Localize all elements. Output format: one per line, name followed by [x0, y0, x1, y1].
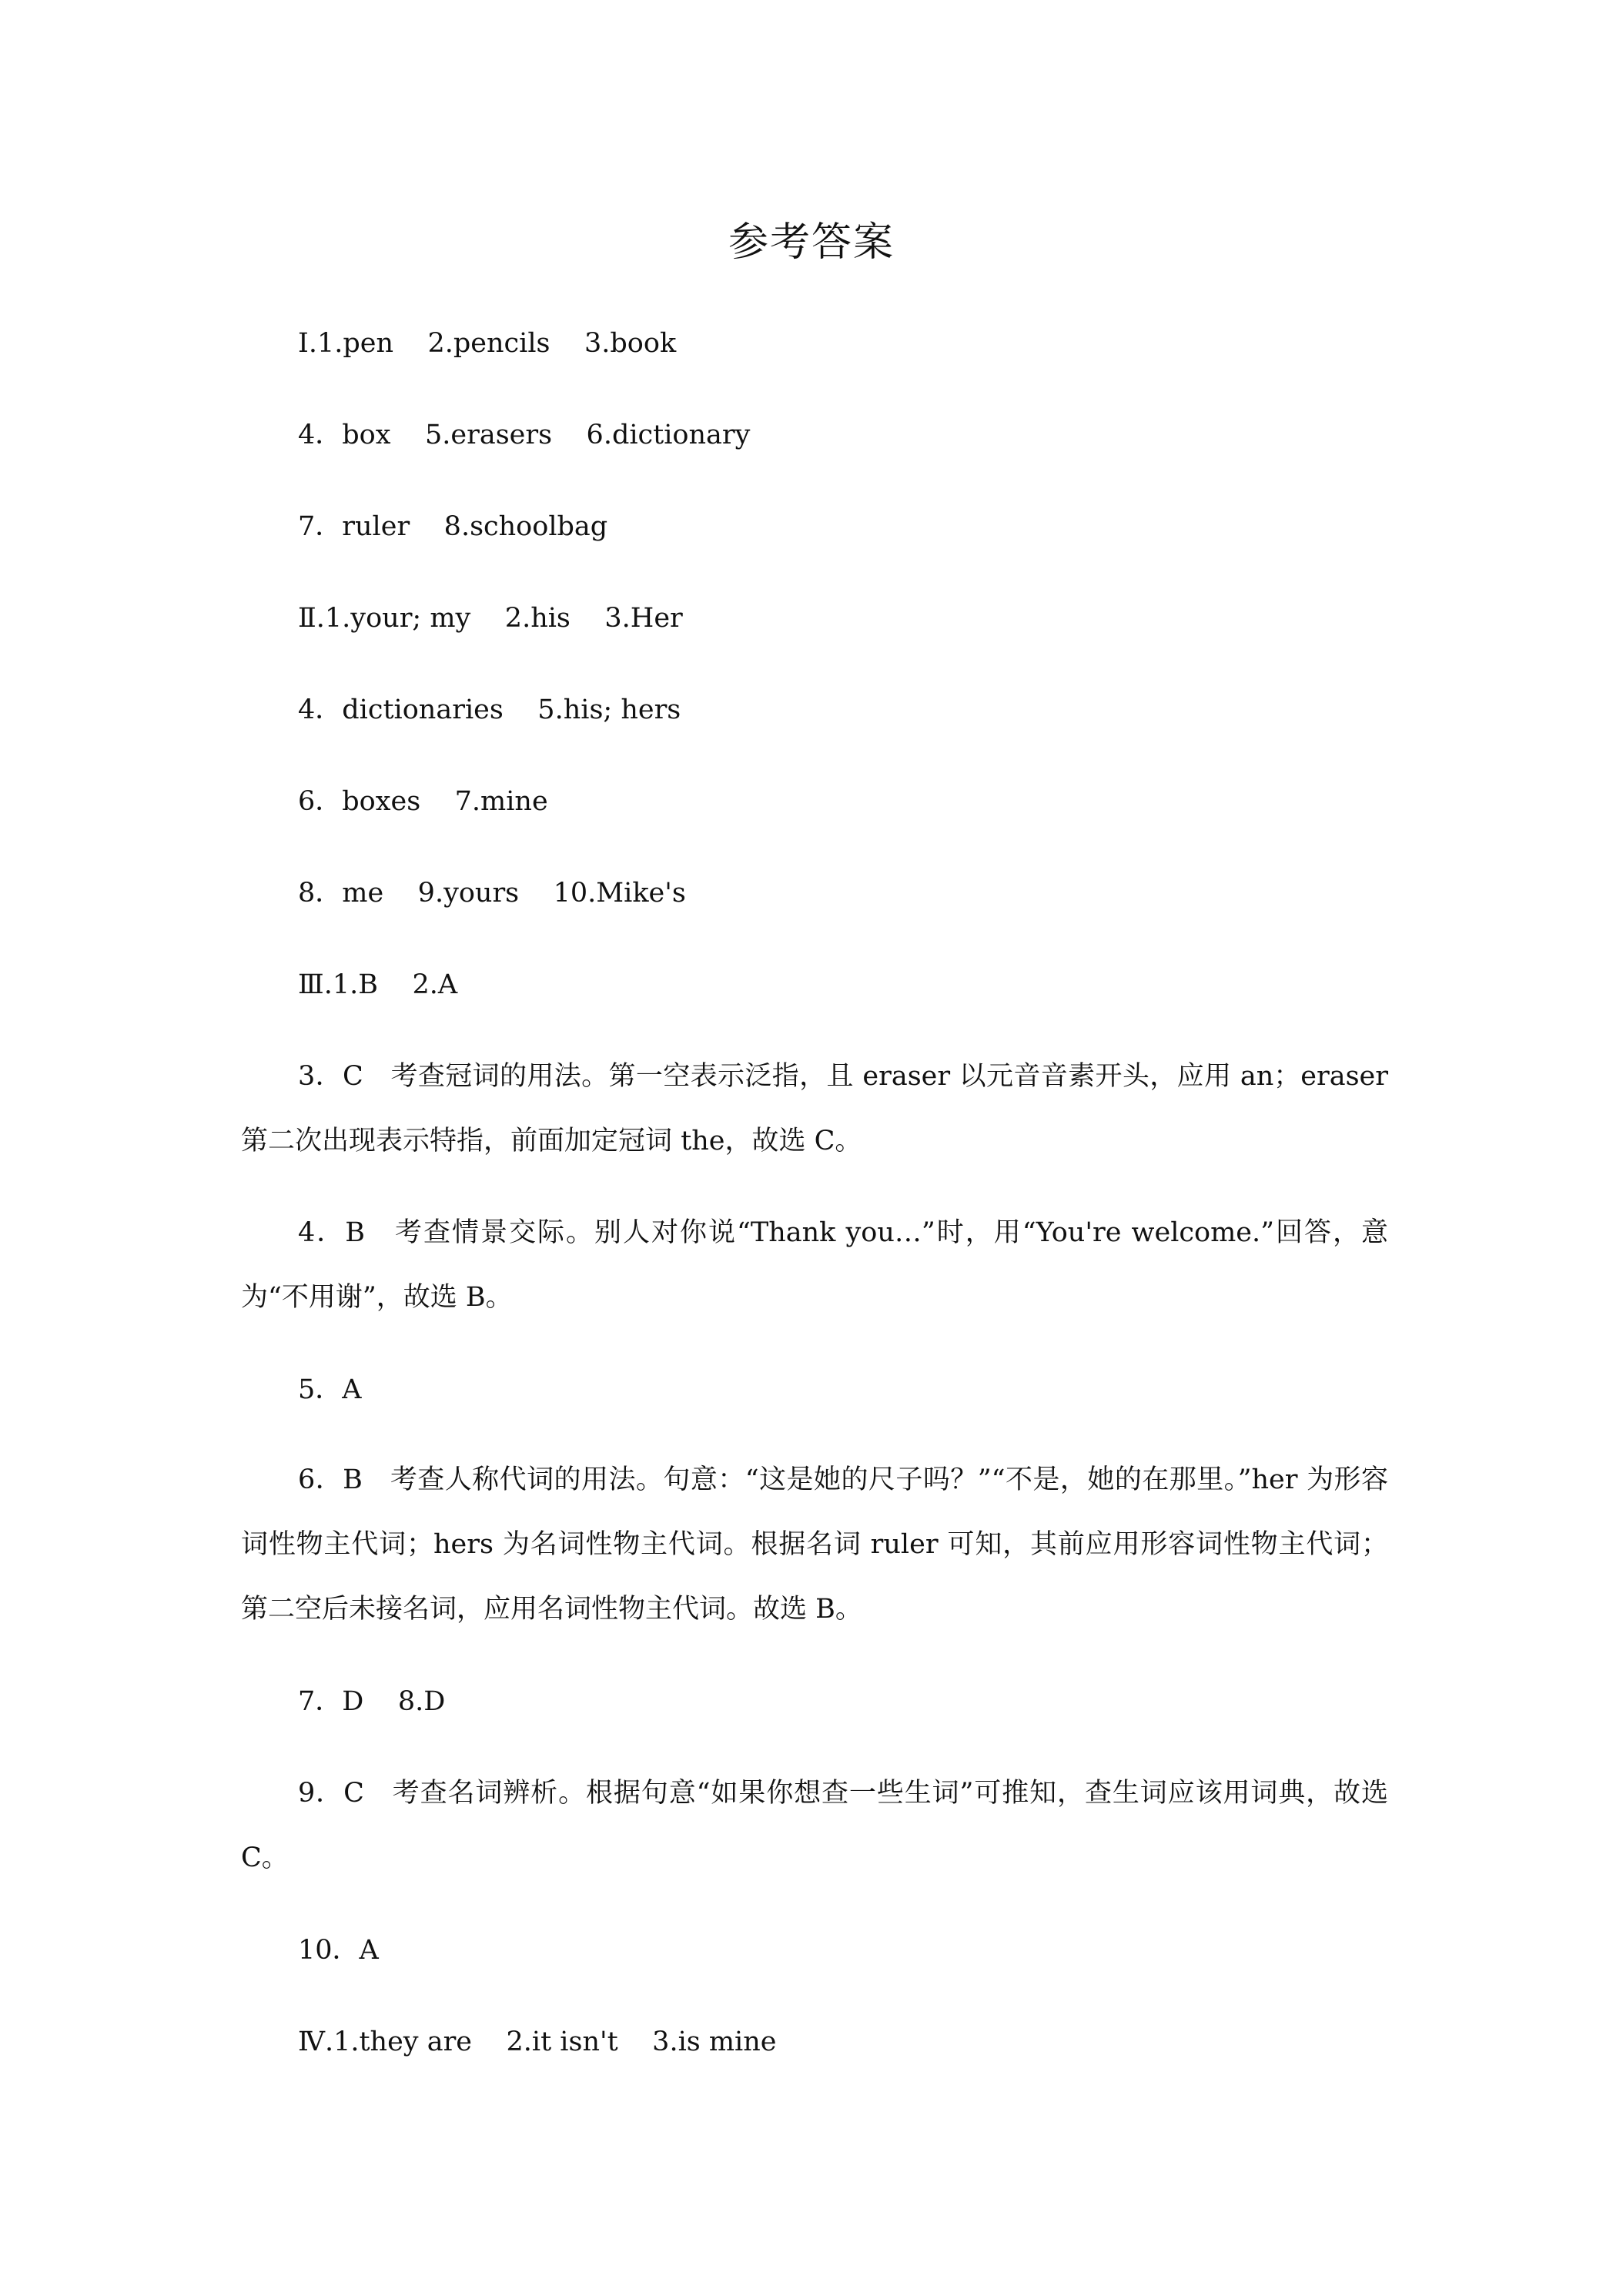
answer-line-5: 4．dictionaries 5.his; hers — [298, 694, 681, 725]
explanation-q6: 6．B 考查人称代词的用法。句意：“这是她的尺子吗？”“不是，她的在那里。”her 为形容词性物主代词；hers 为名词性物主代词。根据名词 ruler 可知，其前应用形容词性物主代词；第二空后未接名词，应用名词性物主代词。故选 B。 — [241, 1464, 1388, 1625]
page-title: 参考答案 — [728, 219, 895, 266]
answer-line-q10: 10．A — [298, 1935, 379, 1966]
answer-line-7: 8．me 9.yours 10.Mike's — [298, 878, 686, 909]
answer-line-6: 6．boxes 7.mine — [298, 786, 548, 817]
answer-line-iv: Ⅳ.1.they are 2.it isn't 3.is mine — [298, 2027, 777, 2057]
answer-line-8: Ⅲ.1.B 2.A — [298, 969, 458, 1000]
answer-line-1: Ⅰ.1.pen 2.pencils 3.book — [298, 328, 677, 359]
answer-line-4: Ⅱ.1.your; my 2.his 3.Her — [298, 603, 683, 634]
answer-line-q5: 5．A — [298, 1374, 362, 1405]
explanation-q3: 3．C 考查冠词的用法。第一空表示泛指，且 eraser 以元音音素开头，应用 an；eraser 第二次出现表示特指，前面加定冠词 the，故选 C。 — [241, 1061, 1388, 1156]
answer-line-2: 4．box 5.erasers 6.dictionary — [298, 420, 751, 450]
explanation-q4: 4．B 考查情景交际。别人对你说“Thank you…”时，用“You're welcome.”回答，意为“不用谢”，故选 B。 — [241, 1217, 1388, 1313]
answer-line-q7-8: 7．D 8.D — [298, 1686, 446, 1717]
answer-line-3: 7．ruler 8.schoolbag — [298, 511, 608, 542]
explanation-q9: 9．C 考查名词辨析。根据句意“如果你想查一些生词”可推知，查生词应该用词典，故选 C。 — [241, 1778, 1388, 1873]
